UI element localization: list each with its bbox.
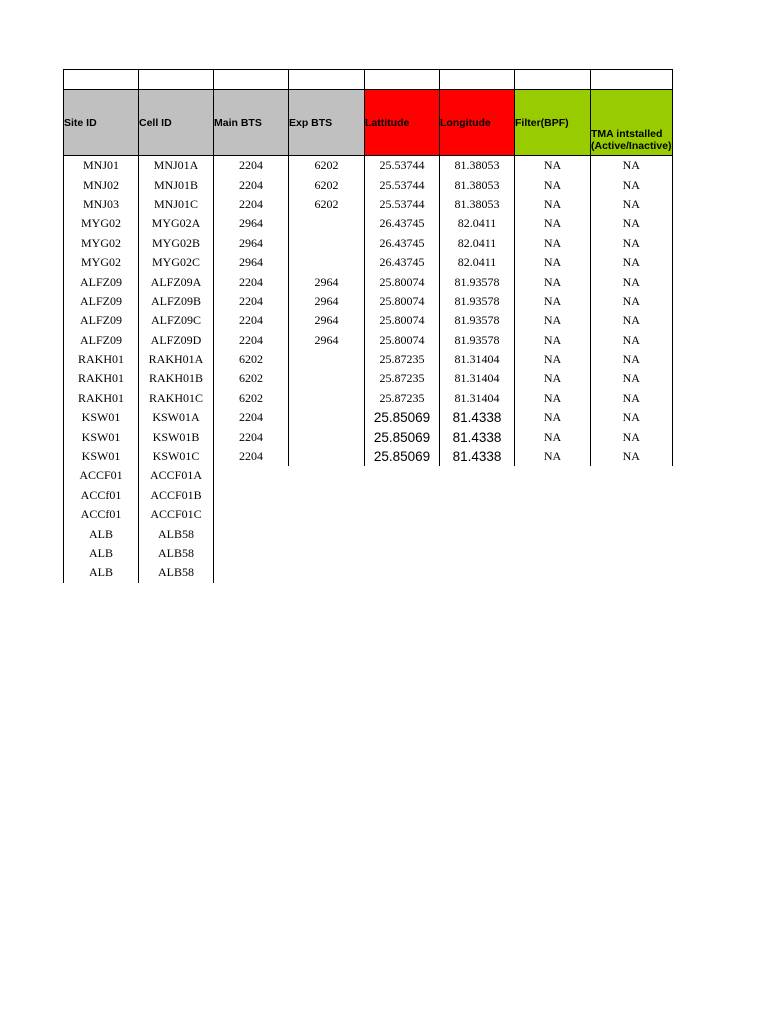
cell-cell-id[interactable]: MYG02B [139,234,214,253]
empty-cell [591,544,673,563]
cell-main-bts[interactable]: 6202 [214,350,289,369]
empty-cell [515,544,591,563]
cell-latitude[interactable]: 26.43745 [365,214,440,233]
empty-cell [214,524,289,543]
table-row [64,253,673,272]
cell-latitude[interactable]: 25.53744 [365,156,440,176]
empty-cell [214,563,289,582]
cell-tma[interactable]: NA [591,214,673,233]
cell-filter[interactable]: NA [515,447,591,466]
cell-filter[interactable]: NA [515,408,591,427]
empty-cell [214,544,289,563]
cell-filter[interactable]: NA [515,350,591,369]
cell-tma[interactable]: NA [591,447,673,466]
cell-longitude[interactable]: 81.38053 [440,156,515,176]
table-row [64,292,673,311]
cell-exp-bts[interactable]: 2964 [289,331,365,350]
cell-cell-id[interactable]: ALFZ09D [139,331,214,350]
empty-cell [515,466,591,485]
empty-cell [515,524,591,543]
cell-exp-bts[interactable] [289,214,365,233]
cell-site-id[interactable]: KSW01 [64,427,139,446]
empty-cell [289,466,365,485]
empty-cell [365,466,440,485]
cell-cell-id[interactable]: ALB58 [139,563,214,582]
cell-site-id[interactable]: ACCf01 [64,505,139,524]
blank-row [64,70,673,90]
table-row [64,466,673,485]
cell-longitude[interactable]: 81.4338 [440,408,515,427]
cell-longitude[interactable]: 81.31404 [440,369,515,388]
cell-longitude[interactable]: 81.93578 [440,331,515,350]
cell-filter[interactable]: NA [515,234,591,253]
table-row [64,427,673,446]
cell-longitude[interactable]: 81.38053 [440,175,515,194]
cell-latitude[interactable]: 25.85069 [365,408,440,427]
cell-tma[interactable]: NA [591,253,673,272]
table-cell[interactable] [64,70,139,90]
cell-latitude[interactable]: 25.85069 [365,427,440,446]
cell-longitude[interactable]: 82.0411 [440,234,515,253]
cell-exp-bts[interactable]: 6202 [289,195,365,214]
cell-site-id[interactable]: ALFZ09 [64,272,139,291]
empty-cell [214,505,289,524]
cell-longitude[interactable]: 81.93578 [440,272,515,291]
table-row [64,486,673,505]
empty-cell [515,563,591,582]
table-cell[interactable] [440,70,515,90]
table-row [64,175,673,194]
cell-site-id[interactable]: ALB [64,524,139,543]
cell-filter[interactable]: NA [515,253,591,272]
table-cell[interactable] [365,70,440,90]
header-site-id[interactable]: Site ID [64,90,139,156]
cell-cell-id[interactable]: ALFZ09C [139,311,214,330]
cell-main-bts[interactable]: 2964 [214,234,289,253]
cell-cell-id[interactable]: ACCF01C [139,505,214,524]
table-cell[interactable] [139,70,214,90]
cell-site-id[interactable]: MNJ02 [64,175,139,194]
cell-site-id[interactable]: ACCf01 [64,486,139,505]
cell-site-id[interactable]: ALFZ09 [64,292,139,311]
cell-longitude[interactable]: 82.0411 [440,253,515,272]
empty-cell [591,524,673,543]
cell-main-bts[interactable]: 2204 [214,408,289,427]
header-filter-bpf[interactable]: Filter(BPF) [515,90,591,156]
cell-tma[interactable]: NA [591,350,673,369]
cell-site-id[interactable]: ALFZ09 [64,311,139,330]
cell-main-bts[interactable]: 2204 [214,175,289,194]
header-latitude[interactable]: Lattitude [365,90,440,156]
cell-tma[interactable]: NA [591,427,673,446]
cell-filter[interactable]: NA [515,389,591,408]
cell-latitude[interactable]: 25.53744 [365,175,440,194]
cell-latitude[interactable]: 26.43745 [365,253,440,272]
cell-latitude[interactable]: 25.80074 [365,331,440,350]
cell-filter[interactable]: NA [515,214,591,233]
cell-exp-bts[interactable] [289,350,365,369]
empty-cell [365,544,440,563]
header-tma-installed[interactable]: TMA intstalled (Active/Inactive) [591,90,673,156]
header-row [64,90,673,156]
cell-cell-id[interactable]: ALFZ09B [139,292,214,311]
table-row [64,447,673,466]
empty-cell [289,524,365,543]
cell-cell-id[interactable]: MNJ01B [139,175,214,194]
cell-tma[interactable]: NA [591,408,673,427]
table-row [64,331,673,350]
cell-exp-bts[interactable]: 2964 [289,272,365,291]
cell-cell-id[interactable]: RAKH01B [139,369,214,388]
empty-cell [214,486,289,505]
table-row [64,563,673,582]
cell-site-id[interactable]: RAKH01 [64,350,139,369]
cell-cell-id[interactable]: KSW01A [139,408,214,427]
cell-site-id[interactable]: MNJ03 [64,195,139,214]
empty-cell [365,524,440,543]
cell-exp-bts[interactable]: 6202 [289,175,365,194]
empty-cell [515,505,591,524]
table-cell[interactable] [214,70,289,90]
header-exp-bts[interactable]: Exp BTS [289,90,365,156]
cell-exp-bts[interactable] [289,369,365,388]
table-row [64,272,673,291]
cell-cell-id[interactable]: ALFZ09A [139,272,214,291]
empty-cell [214,466,289,485]
cell-tma[interactable]: NA [591,272,673,291]
empty-cell [591,466,673,485]
cell-cell-id[interactable]: ACCF01B [139,486,214,505]
table-cell[interactable] [515,70,591,90]
cell-filter[interactable]: NA [515,156,591,176]
cell-exp-bts[interactable]: 2964 [289,311,365,330]
table-row [64,214,673,233]
cell-latitude[interactable]: 25.87235 [365,389,440,408]
cell-longitude[interactable]: 81.93578 [440,311,515,330]
table-row [64,369,673,388]
cell-exp-bts[interactable] [289,447,365,466]
cell-tma[interactable]: NA [591,292,673,311]
empty-cell [365,563,440,582]
table-row [64,195,673,214]
cell-cell-id[interactable]: RAKH01A [139,350,214,369]
cell-tma[interactable]: NA [591,195,673,214]
empty-cell [289,544,365,563]
cell-latitude[interactable]: 25.53744 [365,195,440,214]
cell-main-bts[interactable]: 2204 [214,427,289,446]
cell-tma[interactable]: NA [591,369,673,388]
table-row [64,505,673,524]
cell-main-bts[interactable]: 2964 [214,214,289,233]
cell-filter[interactable]: NA [515,175,591,194]
cell-latitude[interactable]: 25.80074 [365,272,440,291]
cell-latitude[interactable]: 25.85069 [365,447,440,466]
cell-tma[interactable]: NA [591,331,673,350]
cell-latitude[interactable]: 26.43745 [365,234,440,253]
table-row [64,408,673,427]
cell-site-id[interactable]: ALB [64,544,139,563]
cell-filter[interactable]: NA [515,369,591,388]
cell-cell-id[interactable]: ALB58 [139,544,214,563]
cell-exp-bts[interactable] [289,408,365,427]
table-row [64,156,673,176]
cell-longitude[interactable]: 81.38053 [440,195,515,214]
empty-cell [365,505,440,524]
cell-cell-id[interactable]: MNJ01C [139,195,214,214]
table-row [64,234,673,253]
cell-main-bts[interactable]: 2204 [214,292,289,311]
cell-main-bts[interactable]: 6202 [214,389,289,408]
cell-longitude[interactable]: 81.93578 [440,292,515,311]
cell-longitude[interactable]: 82.0411 [440,214,515,233]
cell-latitude[interactable]: 25.80074 [365,311,440,330]
empty-cell [591,563,673,582]
cell-longitude[interactable]: 81.31404 [440,350,515,369]
cell-main-bts[interactable]: 2204 [214,331,289,350]
table-row [64,350,673,369]
header-main-bts[interactable]: Main BTS [214,90,289,156]
empty-cell [515,486,591,505]
table-row [64,311,673,330]
empty-cell [365,486,440,505]
cell-main-bts[interactable]: 6202 [214,369,289,388]
cell-site-id[interactable]: ALFZ09 [64,331,139,350]
cell-filter[interactable]: NA [515,272,591,291]
table-row [64,524,673,543]
empty-cell [289,563,365,582]
cell-cell-id[interactable]: RAKH01C [139,389,214,408]
cell-exp-bts[interactable] [289,389,365,408]
empty-cell [440,544,515,563]
cell-exp-bts[interactable]: 6202 [289,156,365,176]
cell-cell-id[interactable]: KSW01C [139,447,214,466]
cell-cell-id[interactable]: ALB58 [139,524,214,543]
table-row [64,389,673,408]
cell-longitude[interactable]: 81.4338 [440,427,515,446]
empty-cell [440,466,515,485]
cell-site-id[interactable]: MNJ01 [64,156,139,176]
cell-exp-bts[interactable] [289,234,365,253]
cell-latitude[interactable]: 25.87235 [365,350,440,369]
cell-cell-id[interactable]: MYG02C [139,253,214,272]
cell-site-id[interactable]: KSW01 [64,408,139,427]
empty-cell [440,563,515,582]
cell-site-id[interactable]: KSW01 [64,447,139,466]
empty-cell [440,524,515,543]
cell-filter[interactable]: NA [515,427,591,446]
cell-filter[interactable]: NA [515,195,591,214]
cell-main-bts[interactable]: 2204 [214,272,289,291]
cell-latitude[interactable]: 25.87235 [365,369,440,388]
cell-filter[interactable]: NA [515,311,591,330]
cell-site-id[interactable]: MYG02 [64,253,139,272]
table-cell[interactable] [289,70,365,90]
empty-cell [591,486,673,505]
cell-cell-id[interactable]: KSW01B [139,427,214,446]
cell-tma[interactable]: NA [591,175,673,194]
empty-cell [591,505,673,524]
cell-site-id[interactable]: RAKH01 [64,369,139,388]
cell-filter[interactable]: NA [515,331,591,350]
cell-longitude[interactable]: 81.4338 [440,447,515,466]
cell-exp-bts[interactable] [289,253,365,272]
cell-site-id[interactable]: ALB [64,563,139,582]
cell-main-bts[interactable]: 2204 [214,195,289,214]
cell-cell-id[interactable]: MYG02A [139,214,214,233]
cell-main-bts[interactable]: 2204 [214,311,289,330]
cell-site-id[interactable]: MYG02 [64,214,139,233]
cell-filter[interactable]: NA [515,292,591,311]
empty-cell [289,505,365,524]
table-cell[interactable] [591,70,673,90]
cell-site-id[interactable]: ACCF01 [64,466,139,485]
cell-site-id[interactable]: MYG02 [64,234,139,253]
cell-tma[interactable]: NA [591,234,673,253]
cell-tma[interactable]: NA [591,311,673,330]
cell-exp-bts[interactable] [289,427,365,446]
table-row [64,544,673,563]
cell-cell-id[interactable]: MNJ01A [139,156,214,176]
header-cell-id[interactable]: Cell ID [139,90,214,156]
cell-tma[interactable]: NA [591,389,673,408]
empty-cell [440,486,515,505]
header-longitude[interactable]: Longitude [440,90,515,156]
cell-exp-bts[interactable]: 2964 [289,292,365,311]
empty-cell [289,486,365,505]
cell-tma[interactable]: NA [591,156,673,176]
cell-main-bts[interactable]: 2204 [214,447,289,466]
cell-main-bts[interactable]: 2204 [214,156,289,176]
site-cell-table [63,69,673,583]
cell-longitude[interactable]: 81.31404 [440,389,515,408]
cell-main-bts[interactable]: 2964 [214,253,289,272]
cell-cell-id[interactable]: ACCF01A [139,466,214,485]
cell-site-id[interactable]: RAKH01 [64,389,139,408]
empty-cell [440,505,515,524]
cell-latitude[interactable]: 25.80074 [365,292,440,311]
